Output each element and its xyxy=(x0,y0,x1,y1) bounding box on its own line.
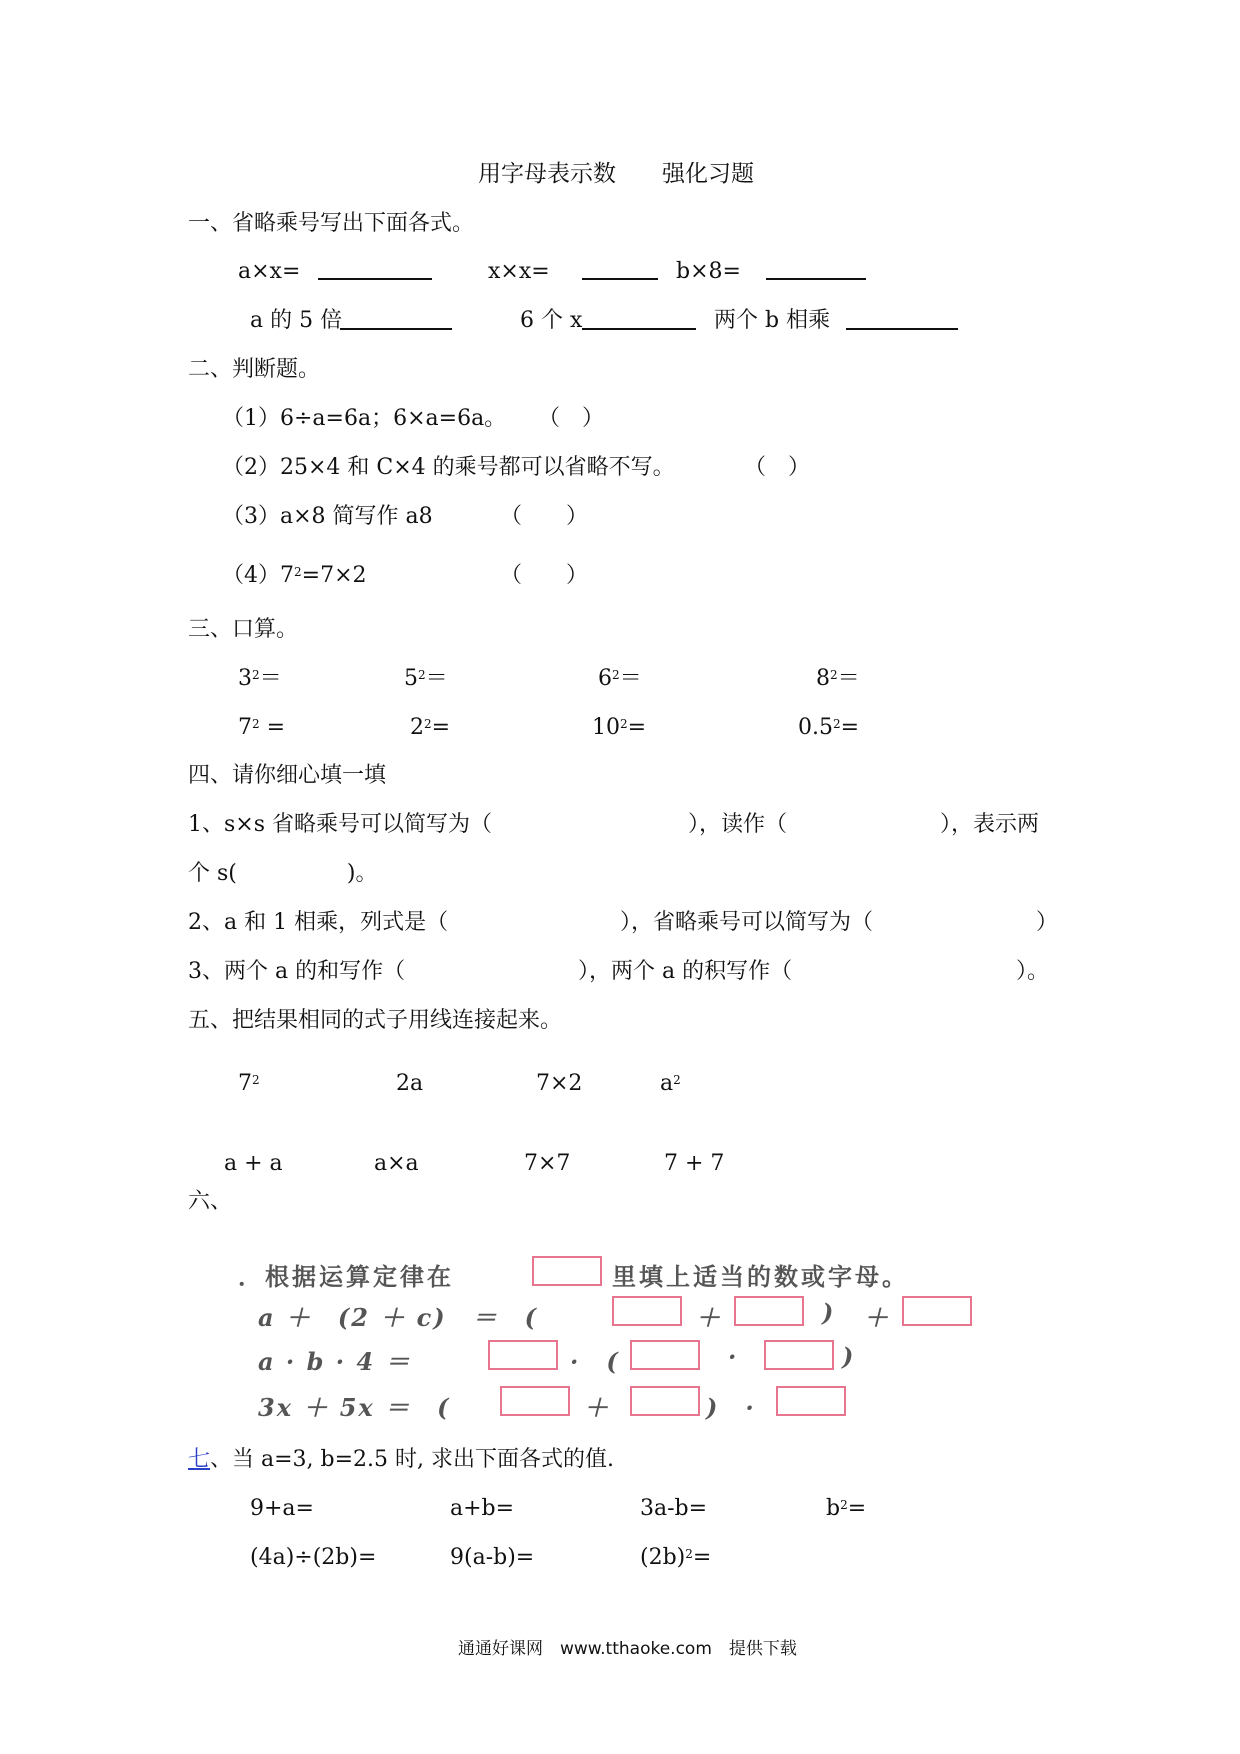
s4-q3-part-a: 3、两个 a 的和写作（ xyxy=(188,959,406,984)
s1-item-2: x×x= xyxy=(488,259,550,284)
section-7-link[interactable]: 七 xyxy=(188,1447,211,1472)
s1-blank-5[interactable] xyxy=(582,328,696,330)
s4-q2-part-c: ） xyxy=(1036,910,1059,935)
section-2-heading: 二、判断题。 xyxy=(188,357,321,382)
s2-paren-3[interactable]: （ ） xyxy=(500,504,589,529)
s1-item-3: b×8= xyxy=(676,259,741,284)
section-7-heading: 七、当 a=3, b=2.5 时, 求出下面各式的值. xyxy=(188,1447,615,1472)
s4-q1-line-2: 个 s( )。 xyxy=(188,861,378,886)
s3-calc-2: $5^2=$ xyxy=(404,666,448,691)
s1-item-4: a 的 5 倍 xyxy=(250,308,343,333)
s6-eq1-plus-2: ＋ xyxy=(864,1303,890,1332)
s6-eq1-plus: ＋ xyxy=(696,1303,722,1332)
s4-q3-part-b: ），两个 a 的积写作（ xyxy=(578,959,793,984)
section-1-heading: 一、省略乘号写出下面各式。 xyxy=(188,211,475,236)
s1-item-6: 两个 b 相乘 xyxy=(714,308,831,333)
s2-paren-1[interactable]: （ ） xyxy=(538,406,605,431)
s6-eq3-box-1[interactable] xyxy=(500,1386,570,1416)
section-5-heading: 五、把结果相同的式子用线连接起来。 xyxy=(188,1008,563,1033)
s2-item-2: （2）25×4 和 C×4 的乘号都可以省略不写。 xyxy=(222,455,675,480)
footer-credit: 通通好课网 www.tthaoke.com 提供下载 xyxy=(458,1639,797,1659)
s7-expr-2: a+b= xyxy=(450,1496,515,1521)
s3-calc-4: $8^2=$ xyxy=(816,666,860,691)
s3-calc-6: $2^2=$ xyxy=(410,715,451,740)
s3-calc-7: $10^2=$ xyxy=(592,715,647,740)
s6-eq1-box-3[interactable] xyxy=(902,1296,972,1326)
s7-expr-5: (4a)÷(2b)= xyxy=(250,1545,377,1570)
s6-eq2-box-3[interactable] xyxy=(764,1340,834,1370)
s7-expr-4: $b^2=$ xyxy=(826,1496,867,1521)
s3-calc-1: $3^2=$ xyxy=(238,666,282,691)
s6-eq3-plus: ＋ xyxy=(584,1393,610,1422)
s6-eq2-close: ) xyxy=(842,1342,856,1371)
s7-expr-1: 9+a= xyxy=(250,1496,314,1521)
s1-item-1: a×x= xyxy=(238,259,301,284)
s6-instruction-a: ．根据运算定律在 xyxy=(238,1263,454,1291)
s3-calc-8: $0.5^2=$ xyxy=(798,715,860,740)
s4-q1-part-c: ），表示两 xyxy=(940,812,1040,837)
s6-eq1-box-2[interactable] xyxy=(734,1296,804,1326)
s5-bottom-1[interactable]: a + a xyxy=(224,1151,283,1176)
s3-calc-5: $7^2$ = xyxy=(238,715,286,740)
s6-eq1-left: a ＋ (2 ＋ c) ＝ ( xyxy=(258,1303,538,1332)
s6-eq2-dot: · ( xyxy=(570,1347,620,1376)
s2-item-1: （1）6÷a=6a；6×a=6a。 xyxy=(222,406,507,431)
s5-top-2[interactable]: 2a xyxy=(396,1071,424,1096)
s6-eq2-left: a · b · 4 ＝ xyxy=(258,1347,412,1376)
s4-q1-part-b: ），读作（ xyxy=(688,812,788,837)
s5-top-4[interactable]: $a^2$ xyxy=(660,1071,681,1096)
s4-q1-part-a: 1、s×s 省略乘号可以简写为（ xyxy=(188,812,493,837)
s4-q2-part-b: ），省略乘号可以简写为（ xyxy=(620,910,874,935)
s6-eq2-box-2[interactable] xyxy=(630,1340,700,1370)
s6-eq3-box-2[interactable] xyxy=(630,1386,700,1416)
s2-paren-2[interactable]: （ ） xyxy=(744,455,811,480)
s6-eq3-left: 3x ＋ 5x ＝ ( xyxy=(258,1393,451,1422)
s4-q3-part-c: ）。 xyxy=(1016,959,1050,984)
s6-eq2-dot-2: · xyxy=(728,1342,739,1371)
section-3-heading: 三、口算。 xyxy=(188,617,299,642)
s2-item-3: （3）a×8 简写作 a8 xyxy=(222,504,433,529)
s5-bottom-3[interactable]: 7×7 xyxy=(524,1151,571,1176)
s1-blank-4[interactable] xyxy=(340,328,452,330)
s7-expr-7: $(2b)^2=$ xyxy=(640,1545,712,1570)
s2-paren-4[interactable]: （ ） xyxy=(500,563,589,588)
s5-bottom-4[interactable]: 7 + 7 xyxy=(664,1151,725,1176)
s5-top-3[interactable]: 7×2 xyxy=(536,1071,583,1096)
s1-blank-3[interactable] xyxy=(766,278,866,280)
s5-bottom-2[interactable]: a×a xyxy=(374,1151,419,1176)
s7-expr-3: 3a-b= xyxy=(640,1496,708,1521)
s5-top-1[interactable]: $7^2$ xyxy=(238,1071,260,1096)
s6-eq2-box-1[interactable] xyxy=(488,1340,558,1370)
s6-example-box xyxy=(532,1256,602,1286)
s3-calc-3: $6^2=$ xyxy=(598,666,642,691)
section-4-heading: 四、请你细心填一填 xyxy=(188,763,387,788)
s1-blank-2[interactable] xyxy=(582,278,658,280)
s7-expr-6: 9(a-b)= xyxy=(450,1545,535,1570)
s6-eq1-box-1[interactable] xyxy=(612,1296,682,1326)
s6-eq3-box-3[interactable] xyxy=(776,1386,846,1416)
s6-instruction-b: 里填上适当的数或字母。 xyxy=(612,1263,909,1291)
s4-q2-part-a: 2、a 和 1 相乘，列式是（ xyxy=(188,910,449,935)
s6-eq1-close: ) xyxy=(822,1298,836,1327)
s1-blank-1[interactable] xyxy=(318,278,432,280)
page-title: 用字母表示数 强化习题 xyxy=(478,161,754,187)
s6-eq3-close: ) · xyxy=(706,1393,756,1422)
section-6-heading: 六、 xyxy=(188,1189,233,1214)
s1-item-5: 6 个 x xyxy=(520,308,583,333)
s1-blank-6[interactable] xyxy=(846,328,958,330)
s2-item-4: $(4)7^2=7\times 2$ xyxy=(222,563,367,588)
